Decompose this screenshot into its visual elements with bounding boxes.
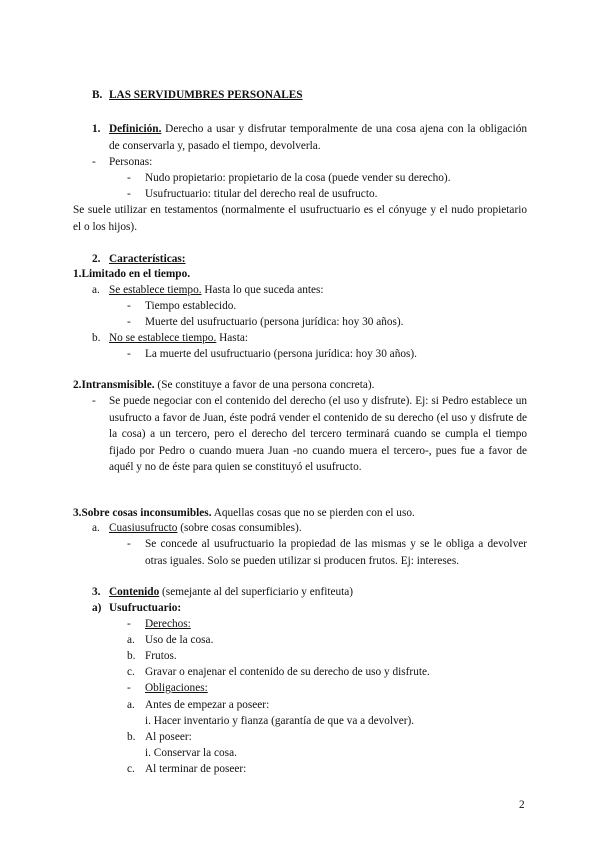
obligaciones-label: Obligaciones: — [145, 682, 208, 694]
se-establece-item — [109, 282, 324, 299]
limitado-title: 1.Limitado en el tiempo. — [73, 268, 191, 280]
page-number: 2 — [519, 799, 525, 811]
intransmisible-text: Se puede negociar con el contenido del derecho (el uso y disfrute). Ej: si Pedro establece un usufructo a favor de Juan, éste podrá vender el contenido de su derecho (el uso y disfrute de la cosa) a un tercero, pero el derecho del tercero terminará cuando se cumpla el tiempo fijado por Pedro o cuando muera Juan -no cuando muera el tercero-, pues fue a favor de aquél y no de éste para quien se constituyó el usufructo. — [109, 395, 527, 473]
bullet-dash: - — [127, 316, 131, 328]
obligacion-al-poseer: Al poseer: — [145, 731, 192, 743]
list-label: c. — [127, 763, 135, 775]
tiempo-establecido: Tiempo establecido. — [145, 300, 237, 312]
se-establece-label: Se establece tiempo. — [109, 284, 202, 296]
usufructuario-title: Usufructuario: — [109, 602, 182, 614]
la-muerte-usufructuario: La muerte del usufructuario (persona jurídica: hoy 30 años). — [145, 348, 417, 360]
bullet-dash: - — [127, 682, 131, 694]
cuasiusufructo-label: Cuasiusufructo — [109, 522, 178, 534]
definition-text: Derecho a usar y disfrutar temporalmente de una cosa ajena con la obligación de conservarla y, pasado el tiempo, devolverla. — [109, 123, 528, 152]
section-letter: B. — [92, 89, 103, 101]
bullet-dash: - — [127, 348, 131, 360]
nudo-propietario: Nudo propietario: propietario de la cosa (puede vender su derecho). — [145, 172, 451, 184]
derechos-label: Derechos: — [145, 618, 191, 630]
intransmisible-heading — [73, 377, 375, 394]
bullet-dash: - — [127, 538, 131, 550]
contenido-rest: (semejante al del superficiario y enfiteuta) — [159, 586, 354, 598]
cuasiusufructo-text: Se concede al usufructuario la propiedad de las mismas y se le obliga a devolver otras iguales. Solo se pueden utilizar si producen frutos. Ej: intereses. — [145, 538, 527, 567]
list-label: a. — [92, 522, 100, 534]
contenido-heading — [109, 584, 353, 601]
bullet-dash: - — [92, 156, 96, 168]
derecho-item: Uso de la cosa. — [145, 634, 214, 646]
derecho-item: Frutos. — [145, 650, 177, 662]
inconsumibles-rest: Aquellas cosas que no se pierden con el uso. — [211, 507, 415, 519]
personas-label: Personas: — [109, 156, 153, 168]
no-se-establece-item — [109, 330, 248, 347]
list-label: c. — [127, 666, 135, 678]
derecho-item: Gravar o enajenar el contenido de su derecho de uso y disfrute. — [145, 666, 430, 678]
bullet-dash: - — [92, 395, 96, 407]
inconsumibles-title: 3.Sobre cosas inconsumibles. — [73, 507, 212, 519]
obligacion-antes-detail: i. Hacer inventario y fianza (garantía de que va a devolver). — [145, 715, 415, 727]
bullet-dash: - — [127, 300, 131, 312]
bullet-dash: - — [127, 188, 131, 200]
bullet-dash: - — [127, 618, 131, 630]
obligacion-antes: Antes de empezar a poseer: — [145, 699, 270, 711]
testamentos-note: Se suele utilizar en testamentos (normalmente el usufructuario es el cónyuge y el nudo propietario el o los hijos). — [73, 204, 527, 233]
list-label: a. — [92, 284, 100, 296]
obligacion-al-terminar: Al terminar de poseer: — [145, 763, 247, 775]
definition-paragraph — [109, 121, 527, 154]
no-se-establece-rest: Hasta: — [216, 332, 248, 344]
contenido-label: Contenido — [109, 586, 160, 598]
obligacion-al-poseer-detail: i. Conservar la cosa. — [145, 747, 237, 759]
caracteristicas-label: Características: — [109, 253, 186, 265]
usufructuario-def: Usufructuario: titular del derecho real de usufructo. — [145, 188, 378, 200]
intransmisible-title: 2.Intransmisible. — [73, 379, 155, 391]
list-label: b. — [127, 731, 136, 743]
usufructuario-label: a) — [92, 602, 102, 614]
no-se-establece-label: No se establece tiempo. — [109, 332, 217, 344]
section-title: LAS SERVIDUMBRES PERSONALES — [109, 89, 303, 101]
bullet-dash: - — [127, 172, 131, 184]
se-establece-rest: Hasta lo que suceda antes: — [201, 284, 324, 296]
caracteristicas-number: 2. — [92, 253, 101, 265]
intransmisible-rest: (Se constituye a favor de una persona concreta). — [154, 379, 375, 391]
muerte-usufructuario: Muerte del usufructuario (persona jurídica: hoy 30 años). — [145, 316, 404, 328]
definition-number: 1. — [92, 123, 101, 135]
list-label: b. — [127, 650, 136, 662]
list-label: a. — [127, 634, 135, 646]
contenido-number: 3. — [92, 586, 101, 598]
definition-label: Definición. — [109, 123, 162, 135]
list-label: a. — [127, 699, 135, 711]
list-label: b. — [92, 332, 101, 344]
cuasiusufructo-rest: (sobre cosas consumibles). — [177, 522, 302, 534]
cuasiusufructo-item — [109, 520, 302, 537]
